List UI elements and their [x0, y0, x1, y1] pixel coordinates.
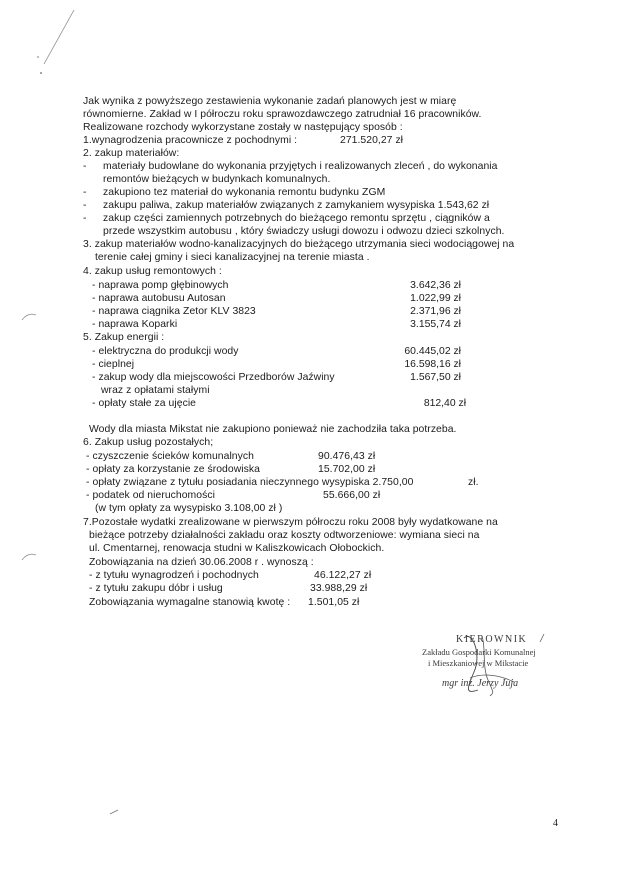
- liabilities-row-label: - z tytułu zakupu dóbr i usług: [89, 583, 223, 594]
- section-1-label: 1.wynagrodzenia pracownicze z pochodnymi :: [83, 135, 298, 146]
- section-4-row-label: - naprawa Koparki: [92, 319, 178, 330]
- liabilities-final-label: Zobowiązania wymagalne stanowią kwotę :: [89, 597, 291, 608]
- liabilities-final-amount: 1.501,05 zł: [308, 597, 360, 608]
- section-6-row-label: - podatek od nieruchomości: [86, 490, 215, 501]
- section-4-row-amount: 1.022,99 zł: [410, 293, 461, 304]
- list-dash: -: [83, 187, 87, 198]
- intro-line-1: Jak wynika z powyższego zestawienia wykonanie zadań planowych jest w miarę: [83, 96, 457, 107]
- signature: mgr inż. Jerzy Juja: [442, 678, 519, 689]
- section-6-heading: 6. Zakup usług pozostałych;: [83, 437, 214, 448]
- section-5-row-label: - zakup wody dla miejscowości Przedborów Jaźwiny: [92, 372, 335, 383]
- section-7-line-3: ul. Cmentarnej, renowacja studni w Kaliszkowicach Ołobockich.: [89, 543, 385, 554]
- section-5-row-amount: 812,40 zł: [423, 398, 466, 409]
- punch-mark-bottom: [20, 550, 40, 564]
- section-2-item-2: zakupiono tez materiał do wykonania remontu budynku ZGM: [103, 187, 386, 198]
- scan-speck: [37, 56, 39, 58]
- liabilities-row-label: - z tytułu wynagrodzeń i pochodnych: [89, 570, 259, 581]
- section-5-row-amount: 16.598,16 zł: [404, 359, 461, 370]
- section-4-row-label: - naprawa ciągnika Zetor KLV 3823: [92, 306, 256, 317]
- page-number: 4: [553, 818, 558, 829]
- section-5-row-amount: 60.445,02 zł: [404, 346, 461, 357]
- section-5-note: Wody dla miasta Mikstat nie zakupiono ponieważ nie zachodziła taka potrzeba.: [89, 424, 457, 435]
- section-6-subnote: (w tym opłaty za wysypisko 3.108,00 zł ): [95, 503, 283, 514]
- list-dash: -: [83, 213, 87, 224]
- section-6-row-amount: zł.: [468, 477, 479, 488]
- section-4-row-amount: 3.642,36 zł: [410, 280, 461, 291]
- stamp-line-1: Zakładu Gospodarki Komunalnej: [422, 647, 536, 657]
- stamp-title: KIEROWNIK: [456, 634, 528, 645]
- section-2-item-1-line-1: materiały budowlane do wykonania przyjętych i realizowanych zleceń , do wykonania: [103, 161, 498, 172]
- section-6-row-label: - opłaty związane z tytułu posiadania nieczynnego wysypiska 2.750,00: [86, 477, 414, 488]
- section-7-line-2: bieżące potrzeby działalności zakładu oraz koszty odtworzeniowe: wymiana sieci na: [89, 530, 480, 541]
- liabilities-heading: Zobowiązania na dzień 30.06.2008 r . wynoszą :: [89, 557, 314, 568]
- section-6-row-amount: 15.702,00 zł: [318, 464, 376, 475]
- section-4-heading: 4. zakup usług remontowych :: [83, 266, 222, 277]
- liabilities-row-amount: 46.122,27 zł: [314, 570, 372, 581]
- intro-line-2: równomierne. Zakład w I półroczu roku sprawozdawczego zatrudniał 16 pracowników.: [83, 109, 482, 120]
- section-5-row-label: - opłaty stałe za ujęcie: [92, 398, 197, 409]
- signature-scribble: [412, 632, 572, 702]
- list-dash: -: [83, 161, 87, 172]
- section-6-row-label: - czyszczenie ścieków komunalnych: [86, 451, 254, 462]
- official-stamp: [412, 632, 572, 702]
- section-5-row-label: - cieplnej: [92, 359, 135, 370]
- scan-speck: [40, 72, 42, 74]
- section-2-heading: 2. zakup materiałów:: [83, 148, 180, 159]
- section-3-line-1: 3. zakup materiałów wodno-kanalizacyjnych do bieżącego utrzymania sieci wodociągowej na: [83, 239, 515, 250]
- section-6-row-amount: 90.476,43 zł: [318, 451, 376, 462]
- section-3-line-2: terenie całej gminy i sieci kanalizacyjnej na terenie miasta .: [95, 252, 370, 263]
- section-4-row-label: - naprawa pomp głębinowych: [92, 280, 229, 291]
- section-2-item-4-line-2: przede wszystkim autobusu , który świadczy usługi dowozu i odwozu dzieci szkolnych.: [103, 226, 505, 237]
- scan-artifact-mark: [108, 808, 122, 816]
- section-2-item-3: zakupu paliwa, zakup materiałów związanych z zamykaniem wysypiska 1.543,62 zł: [103, 200, 490, 211]
- section-6-row-amount: 55.666,00 zł: [323, 490, 381, 501]
- section-5-row-label: - elektryczna do produkcji wody: [92, 346, 239, 357]
- section-5-heading: 5. Zakup energii :: [83, 332, 165, 343]
- section-5-row-label-continued: wraz z opłatami stałymi: [101, 385, 210, 396]
- section-2-item-4-line-1: zakup części zamiennych potrzebnych do bieżącego remontu sprzętu , ciągników a: [103, 213, 490, 224]
- section-4-row-label: - naprawa autobusu Autosan: [92, 293, 226, 304]
- stamp-line-2: i Mieszkaniowej w Mikstacie: [428, 658, 529, 668]
- scan-artifact-line: [38, 8, 78, 68]
- intro-line-3: Realizowane rozchody wykorzystane zostały w następujący sposób :: [83, 122, 403, 133]
- section-2-item-1-line-2: remontów bieżących w budynkach komunalnych.: [103, 174, 331, 185]
- section-4-row-amount: 2.371,96 zł: [410, 306, 461, 317]
- section-5-row-amount: 1.567,50 zł: [410, 372, 461, 383]
- section-7-line-1: 7.Pozostałe wydatki zrealizowane w pierwszym półroczu roku 2008 były wydatkowane na: [83, 517, 498, 528]
- section-6-row-label: - opłaty za korzystanie ze środowiska: [86, 464, 260, 475]
- section-1-amount: 271.520,27 zł: [340, 135, 404, 146]
- list-dash: -: [83, 200, 87, 211]
- section-4-row-amount: 3.155,74 zł: [410, 319, 461, 330]
- liabilities-row-amount: 33.988,29 zł: [310, 583, 368, 594]
- punch-mark-top: [20, 310, 40, 324]
